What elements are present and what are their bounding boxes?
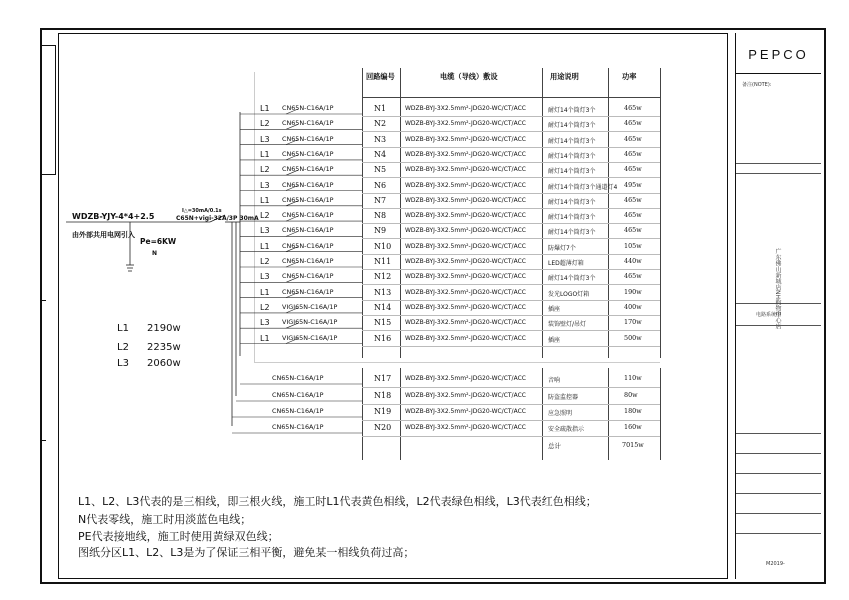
circuit-breaker: CN65N-C16A/1P bbox=[282, 149, 334, 158]
circuit-use: 防盗监控器 bbox=[548, 394, 579, 401]
circuit-phase: L1 bbox=[260, 287, 270, 297]
circuit-power: 465w bbox=[624, 149, 642, 158]
circuit-breaker: CN65N-C16A/1P bbox=[282, 226, 334, 235]
total-power: 7015w bbox=[622, 441, 644, 449]
feeder-neutral: N bbox=[152, 250, 158, 257]
circuit-phase: L2 bbox=[260, 211, 270, 221]
circuit-use: 应急照明 bbox=[548, 410, 573, 417]
circuit-use: 发光LOGO灯箱 bbox=[548, 290, 590, 298]
pepco-logo: PEPCO bbox=[736, 35, 821, 74]
circuit-cable: WDZB-BYJ-3X2.5mm²-JDG20-WC/CT/ACC bbox=[405, 273, 526, 281]
circuit-phase: L1 bbox=[260, 104, 270, 113]
notes-title: 备注(NOTE): bbox=[742, 82, 772, 88]
circuit-power: 160w bbox=[624, 423, 642, 431]
circuit-phase: L1 bbox=[260, 149, 270, 159]
circuit-breaker: CN65N-C16A/1P bbox=[282, 119, 334, 128]
circuit-breaker: CN65N-C16A/1P bbox=[282, 287, 334, 296]
circuit-breaker: CN65N-C16A/1P bbox=[282, 195, 334, 204]
circuit-power: 190w bbox=[624, 287, 642, 296]
note-line-2: N代表零线，施工时用淡蓝色电线； bbox=[78, 513, 252, 526]
circuit-breaker: CN65N-C16A/1P bbox=[282, 272, 334, 281]
circuit-power: 400w bbox=[624, 302, 642, 311]
circuit-power: 500w bbox=[624, 333, 642, 342]
circuit-breaker: CN65N-C16A/1P bbox=[282, 257, 334, 265]
circuit-power: 170w bbox=[624, 318, 642, 327]
phase-load-l1-label: L1 bbox=[117, 323, 129, 334]
circuit-power: 465w bbox=[624, 211, 642, 220]
circuit-number: N17 bbox=[374, 374, 392, 383]
circuit-cable: WDZB-BYJ-3X2.5mm²-JDG20-WC/CT/ACC bbox=[405, 242, 526, 250]
circuit-number: N16 bbox=[374, 333, 392, 343]
circuit-cable: WDZB-BYJ-3X2.5mm²-JDG20-WC/CT/ACC bbox=[405, 392, 526, 399]
circuit-breaker: CN65N-C16A/1P bbox=[272, 374, 324, 382]
circuit-power: 465w bbox=[624, 165, 642, 174]
circuit-use: LED超薄灯箱 bbox=[548, 260, 584, 267]
circuit-breaker: CN65N-C16A/1P bbox=[282, 211, 334, 220]
circuit-power: 440w bbox=[624, 257, 642, 265]
circuit-phase: L1 bbox=[260, 333, 270, 343]
main-breaker-trip: I△=30mA/0.1s bbox=[182, 208, 222, 214]
phase-load-l1-value: 2190w bbox=[147, 323, 181, 334]
feeder-source: 由外部共用电网引入 bbox=[72, 231, 135, 239]
main-breaker: C65N+vigi-32A/3P 30mA bbox=[176, 215, 259, 222]
phase-load-l3-label: L3 bbox=[117, 358, 129, 369]
circuit-use: 插座 bbox=[548, 305, 561, 313]
note-line-4: 图纸分区L1、L2、L3是为了保证三相平衡，避免某一相线负荷过高； bbox=[78, 546, 415, 559]
circuit-cable: WDZB-BYJ-3X2.5mm²-JDG20-WC/CT/ACC bbox=[405, 196, 526, 204]
note-line-3: PE代表接地线，施工时使用黄绿双色线； bbox=[78, 530, 279, 543]
circuit-use: 耐灯14个筒灯3个 bbox=[548, 214, 596, 222]
circuit-number: N15 bbox=[374, 318, 392, 328]
header-circuit-no: 回路编号 bbox=[366, 72, 395, 81]
circuit-use: 耐灯14个筒灯3个 bbox=[548, 275, 596, 283]
circuit-number: N10 bbox=[374, 241, 392, 251]
circuit-power: 465w bbox=[624, 272, 642, 281]
circuit-power: 105w bbox=[624, 241, 642, 250]
circuit-use: 插座 bbox=[548, 336, 561, 344]
circuit-cable: WDZB-BYJ-3X2.5mm²-JDG20-WC/CT/ACC bbox=[405, 408, 526, 415]
circuit-cable: WDZB-BYJ-3X2.5mm²-JDG20-WC/CT/ACC bbox=[405, 135, 526, 143]
circuit-phase: L1 bbox=[260, 195, 270, 205]
circuit-cable: WDZB-BYJ-3X2.5mm²-JDG20-WC/CT/ACC bbox=[405, 120, 526, 128]
drawing-name: 电路系统图 bbox=[756, 312, 782, 318]
circuit-power: 80w bbox=[624, 391, 638, 399]
circuit-number: N14 bbox=[374, 302, 392, 312]
circuit-number: N8 bbox=[374, 211, 387, 221]
circuit-power: 180w bbox=[624, 407, 642, 415]
circuit-use: 耐灯14个筒灯3个 bbox=[548, 229, 596, 237]
circuit-breaker: VIGI65N-C16A/1P bbox=[282, 302, 338, 311]
circuit-breaker: CN65N-C16A/1P bbox=[282, 104, 334, 112]
circuit-number: N7 bbox=[374, 195, 387, 205]
circuit-use: 安全疏散指示 bbox=[548, 426, 585, 433]
circuit-cable: WDZB-BYJ-3X2.5mm²-JDG20-WC/CT/ACC bbox=[405, 258, 526, 265]
header-use: 用途说明 bbox=[550, 72, 579, 81]
note-line-1: L1、L2、L3代表的是三相线，即三根火线，施工时L1代表黄色相线，L2代表绿色相线，L3代表红色相线； bbox=[78, 495, 597, 508]
circuit-cable: WDZB-BYJ-3X2.5mm²-JDG20-WC/CT/ACC bbox=[405, 319, 526, 327]
circuit-breaker: VIGI65N-C16A/1P bbox=[282, 333, 338, 342]
circuit-power: 495w bbox=[624, 180, 642, 189]
circuit-cable: WDZB-BYJ-3X2.5mm²-JDG20-WC/CT/ACC bbox=[405, 166, 526, 174]
phase-load-l2-label: L2 bbox=[117, 342, 129, 353]
circuit-power: 465w bbox=[624, 195, 642, 204]
circuit-number: N4 bbox=[374, 149, 387, 159]
circuit-use: 耐灯14个筒灯3个通道灯4 bbox=[548, 183, 618, 191]
circuit-number: N18 bbox=[374, 391, 392, 400]
circuit-phase: L3 bbox=[260, 180, 270, 190]
circuit-use: 耐灯14个筒灯3个 bbox=[548, 107, 596, 114]
circuit-cable: WDZB-BYJ-3X2.5mm²-JDG20-WC/CT/ACC bbox=[405, 288, 526, 296]
circuit-use: 音响 bbox=[548, 377, 561, 384]
circuit-breaker: CN65N-C16A/1P bbox=[282, 241, 334, 250]
circuit-use: 防爆灯7个 bbox=[548, 244, 576, 252]
project-name: 广东佛山新城店NH购物中心店 bbox=[774, 248, 781, 329]
circuit-breaker: CN65N-C16A/1P bbox=[282, 134, 334, 143]
circuit-phase: L2 bbox=[260, 257, 270, 266]
circuit-phase: L3 bbox=[260, 318, 270, 328]
feeder-pe: Pe=6KW bbox=[140, 237, 177, 246]
sheet-number: M2019- bbox=[766, 561, 785, 567]
total-label: 总计 bbox=[548, 442, 561, 450]
circuit-number: N6 bbox=[374, 180, 387, 190]
circuit-number: N2 bbox=[374, 119, 387, 129]
circuit-cable: WDZB-BYJ-3X2.5mm²-JDG20-WC/CT/ACC bbox=[405, 212, 526, 220]
circuit-cable: WDZB-BYJ-3X2.5mm²-JDG20-WC/CT/ACC bbox=[405, 150, 526, 158]
circuit-breaker: CN65N-C16A/1P bbox=[282, 165, 334, 174]
circuit-cable: WDZB-BYJ-3X2.5mm²-JDG20-WC/CT/ACC bbox=[405, 105, 526, 112]
circuit-use: 装饰壁灯/吊灯 bbox=[548, 321, 587, 329]
circuit-cable: WDZB-BYJ-3X2.5mm²-JDG20-WC/CT/ACC bbox=[405, 424, 526, 431]
circuit-number: N11 bbox=[374, 257, 392, 266]
circuit-cable: WDZB-BYJ-3X2.5mm²-JDG20-WC/CT/ACC bbox=[405, 181, 526, 189]
circuit-number: N12 bbox=[374, 272, 392, 282]
circuit-breaker: CN65N-C16A/1P bbox=[272, 423, 324, 431]
circuit-phase: L3 bbox=[260, 226, 270, 236]
circuit-power: 110w bbox=[624, 374, 642, 382]
circuit-power: 465w bbox=[624, 226, 642, 235]
header-power: 功率 bbox=[622, 72, 637, 81]
circuit-phase: L2 bbox=[260, 165, 270, 175]
header-cable: 电缆（导线）敷设 bbox=[440, 72, 498, 81]
circuit-number: N9 bbox=[374, 226, 387, 236]
circuit-number: N19 bbox=[374, 407, 392, 416]
circuit-phase: L1 bbox=[260, 241, 270, 251]
circuit-number: N20 bbox=[374, 423, 392, 432]
circuit-phase: L2 bbox=[260, 302, 270, 312]
circuit-use: 耐灯14个筒灯3个 bbox=[548, 152, 596, 160]
circuit-phase: L3 bbox=[260, 134, 270, 144]
circuit-use: 耐灯14个筒灯3个 bbox=[548, 168, 596, 176]
circuit-use: 耐灯14个筒灯3个 bbox=[548, 137, 596, 145]
circuit-number: N13 bbox=[374, 287, 392, 297]
circuit-breaker: CN65N-C16A/1P bbox=[282, 180, 334, 189]
circuit-cable: WDZB-BYJ-3X2.5mm²-JDG20-WC/CT/ACC bbox=[405, 303, 526, 311]
feeder-cable: WDZB-YJY-4*4+2.5 bbox=[72, 212, 155, 221]
circuit-power: 465w bbox=[624, 104, 642, 112]
circuit-phase: L2 bbox=[260, 119, 270, 129]
circuit-phase: L3 bbox=[260, 272, 270, 282]
circuit-cable: WDZB-BYJ-3X2.5mm²-JDG20-WC/CT/ACC bbox=[405, 227, 526, 235]
circuit-power: 465w bbox=[624, 134, 642, 143]
circuit-breaker: CN65N-C16A/1P bbox=[272, 391, 324, 399]
circuit-breaker: VIGI65N-C16A/1P bbox=[282, 318, 338, 327]
circuit-power: 465w bbox=[624, 119, 642, 128]
circuit-cable: WDZB-BYJ-3X2.5mm²-JDG20-WC/CT/ACC bbox=[405, 334, 526, 342]
circuit-number: N3 bbox=[374, 134, 387, 144]
phase-load-l2-value: 2235w bbox=[147, 342, 181, 353]
circuit-use: 耐灯14个筒灯3个 bbox=[548, 198, 596, 206]
circuit-cable: WDZB-BYJ-3X2.5mm²-JDG20-WC/CT/ACC bbox=[405, 375, 526, 382]
phase-load-l3-value: 2060w bbox=[147, 358, 181, 369]
circuit-breaker: CN65N-C16A/1P bbox=[272, 407, 324, 415]
circuit-number: N5 bbox=[374, 165, 387, 175]
circuit-use: 耐灯14个筒灯3个 bbox=[548, 122, 596, 130]
circuit-number: N1 bbox=[374, 104, 387, 113]
title-block bbox=[735, 33, 821, 579]
